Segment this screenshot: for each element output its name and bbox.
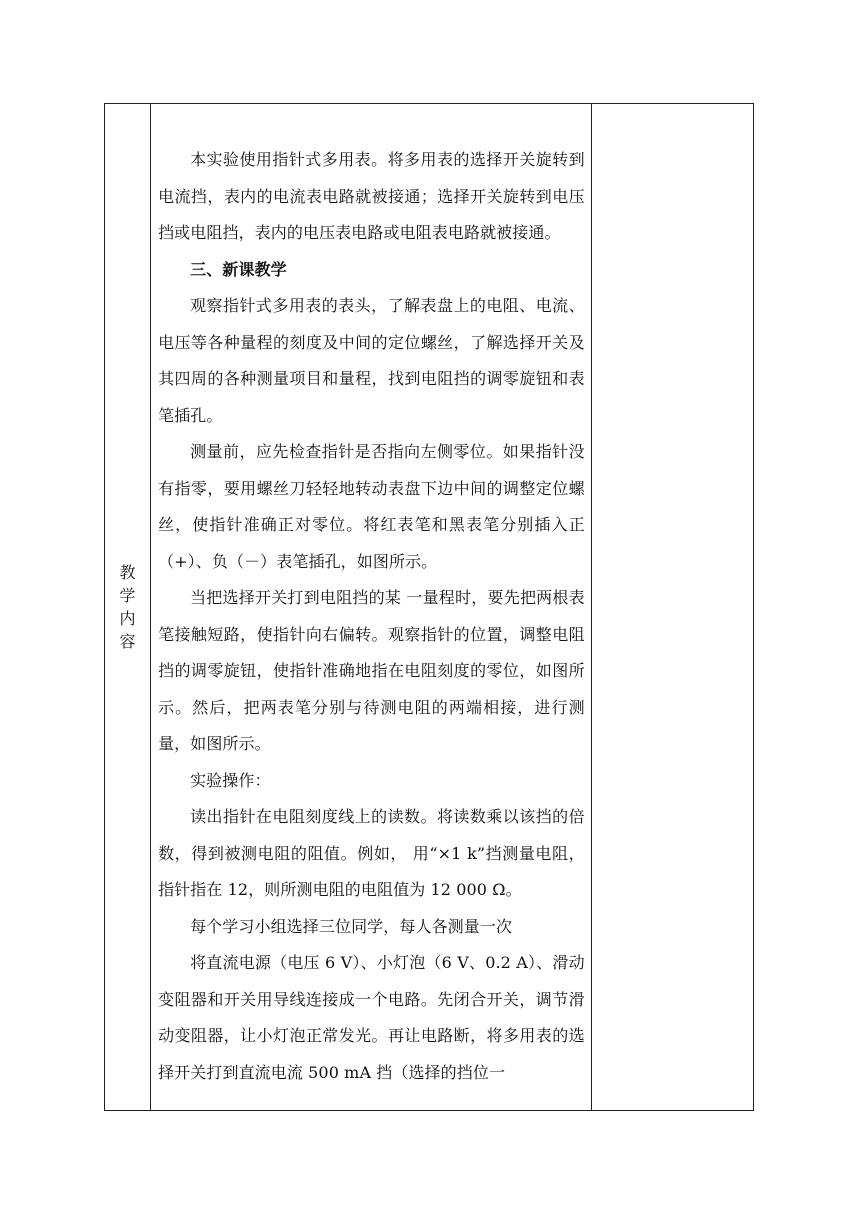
table-row (105, 104, 754, 1111)
paragraph-operation-label: 实验操作： (190, 770, 271, 790)
section-label: 教学内容 (119, 563, 136, 651)
paragraph-reading: 读出指针在电阻刻度线上的读数。将读数乘以该挡的倍数，得到被测电阻的阻值。例如， 用“×1 k”挡测量电阻，指针指在 12，则所测电阻的电阻值为 12 000 Ω。 (158, 807, 585, 899)
notes-cell (591, 104, 753, 1111)
content-body (151, 104, 591, 1091)
paragraph-intro: 本实验使用指针式多用表。将多用表的选择开关旋转到电流挡，表内的电流表电路就被接通；选择开关旋转到电压挡或电阻挡，表内的电压表电路或电阻表电路就被接通。 (158, 150, 585, 242)
lesson-plan-table (104, 103, 754, 1111)
content-cell (151, 104, 592, 1111)
paragraph-observe: 观察指针式多用表的表头，了解表盘上的电阻、电流、电压等各种量程的刻度及中间的定位螺丝，了解选择开关及其四周的各种测量项目和量程，找到电阻挡的调零旋钮和表笔插孔。 (158, 296, 585, 425)
section-heading: 三、新课教学 (190, 259, 287, 279)
paragraph-zero-adjust: 当把选择开关打到电阻挡的某 一量程时，要先把两根表笔接触短路，使指针向右偏转。观察指针的位置，调整电阻挡的调零旋钮，使指针准确地指在电阻刻度的零位，如图所示。然后，把两表笔分别与待测电阻的两端相接，进行测量，如图所示。 (158, 588, 585, 753)
section-label-cell (105, 104, 151, 1111)
paragraph-group: 每个学习小组选择三位同学，每人各测量一次 (190, 916, 513, 936)
paragraph-before-measure: 测量前，应先检查指针是否指向左侧零位。如果指针没有指零，要用螺丝刀轻轻地转动表盘下边中间的调整定位螺丝，使指针准确正对零位。将红表笔和黑表笔分别插入正（+）、负（－）表笔插孔，如图所示。 (158, 442, 585, 571)
paragraph-circuit: 将直流电源（电压 6 V）、小灯泡（6 V、0.2 A）、滑动变阻器和开关用导线连接成一个电路。先闭合开关，调节滑动变阻器，让小灯泡正常发光。再让电路断，将多用表的选择开关打到直流电流 500 mA 挡（选择的挡位一 (158, 953, 585, 1082)
